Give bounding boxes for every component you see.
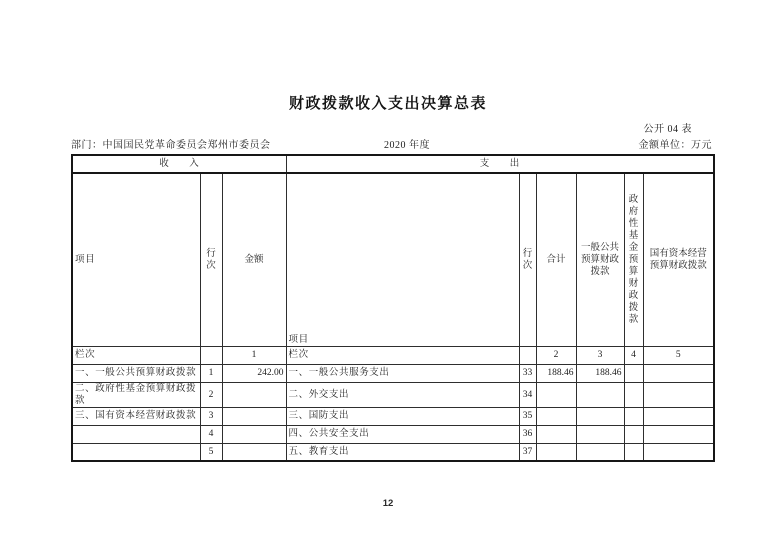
expense-total-col-header: 合计 — [536, 173, 576, 346]
income-row-line: 3 — [200, 407, 222, 425]
expense-row-general — [576, 443, 624, 461]
expense-row-general — [576, 382, 624, 407]
expense-row-fund — [624, 425, 643, 443]
expense-row-item: 三、国防支出 — [286, 407, 519, 425]
column-index-row — [72, 346, 714, 364]
fiscal-year-label: 2020 年度 — [384, 140, 430, 151]
department-label: 部门：中国国民党革命委员会郑州市委员会 — [71, 140, 271, 151]
expense-row-line: 34 — [519, 382, 536, 407]
expense-state-capital-col-header: 国有资本经营预算财政拨款 — [643, 173, 714, 346]
expense-colindex-general: 3 — [576, 346, 624, 364]
income-row-item — [72, 425, 200, 443]
expense-row-state — [643, 382, 714, 407]
income-row-amount: 242.00 — [222, 364, 286, 382]
income-row-line: 2 — [200, 382, 222, 407]
expense-row-total — [536, 382, 576, 407]
column-header-row — [72, 173, 714, 346]
income-section-header: 收 入 — [72, 155, 286, 173]
income-line-col-header: 行次 — [200, 173, 222, 346]
table-row — [72, 425, 714, 443]
income-row-item: 二、政府性基金预算财政拨款 — [72, 382, 200, 407]
expense-colindex-line-blank — [519, 346, 536, 364]
expense-colindex-total: 2 — [536, 346, 576, 364]
expense-line-col-header: 行次 — [519, 173, 536, 346]
expense-row-total: 188.46 — [536, 364, 576, 382]
expense-row-line: 37 — [519, 443, 536, 461]
meta-row — [71, 136, 713, 150]
expense-row-fund — [624, 407, 643, 425]
expense-row-fund — [624, 364, 643, 382]
income-row-line: 1 — [200, 364, 222, 382]
expense-row-item: 一、一般公共服务支出 — [286, 364, 519, 382]
expense-row-item: 四、公共安全支出 — [286, 425, 519, 443]
income-row-amount — [222, 382, 286, 407]
income-row-amount — [222, 407, 286, 425]
expense-gov-fund-col-header: 政府性基金预算财政拨款 — [624, 173, 643, 346]
expense-row-item: 五、教育支出 — [286, 443, 519, 461]
income-colindex-line-blank — [200, 346, 222, 364]
expense-row-general — [576, 425, 624, 443]
income-row-item: 三、国有资本经营财政拨款 — [72, 407, 200, 425]
income-row-line: 4 — [200, 425, 222, 443]
expense-row-line: 35 — [519, 407, 536, 425]
expense-colindex-label: 栏次 — [286, 346, 519, 364]
income-amount-col-header: 金额 — [222, 173, 286, 346]
expense-row-state — [643, 425, 714, 443]
expense-general-budget-col-header: 一般公共预算财政拨款 — [576, 173, 624, 346]
expense-row-total — [536, 425, 576, 443]
expense-row-line: 33 — [519, 364, 536, 382]
table-row — [72, 382, 714, 407]
income-item-col-header: 项目 — [72, 173, 200, 346]
expense-section-header: 支 出 — [286, 155, 714, 173]
table-code-label: 公开 04 表 — [643, 124, 692, 135]
page-title: 财政拨款收入支出决算总表 — [288, 95, 487, 112]
expense-row-line: 36 — [519, 425, 536, 443]
expense-row-item: 二、外交支出 — [286, 382, 519, 407]
page-number: 12 — [382, 498, 394, 509]
expense-row-total — [536, 407, 576, 425]
expense-item-col-header: 项目 — [286, 173, 519, 346]
table-row — [72, 364, 714, 382]
final-accounts-table — [71, 154, 715, 462]
income-colindex-amount: 1 — [222, 346, 286, 364]
section-header-row — [72, 155, 714, 173]
income-row-amount — [222, 425, 286, 443]
expense-row-general: 188.46 — [576, 364, 624, 382]
expense-colindex-fund: 4 — [624, 346, 643, 364]
expense-row-state — [643, 364, 714, 382]
expense-row-state — [643, 443, 714, 461]
expense-row-fund — [624, 382, 643, 407]
expense-row-total — [536, 443, 576, 461]
expense-row-state — [643, 407, 714, 425]
income-row-line: 5 — [200, 443, 222, 461]
income-row-item: 一、一般公共预算财政拨款 — [72, 364, 200, 382]
expense-row-fund — [624, 443, 643, 461]
income-row-amount — [222, 443, 286, 461]
expense-colindex-state: 5 — [643, 346, 714, 364]
income-colindex-label: 栏次 — [72, 346, 200, 364]
table-row — [72, 407, 714, 425]
table-row — [72, 443, 714, 461]
income-row-item — [72, 443, 200, 461]
expense-row-general — [576, 407, 624, 425]
amount-unit-label: 金额单位：万元 — [638, 140, 712, 151]
